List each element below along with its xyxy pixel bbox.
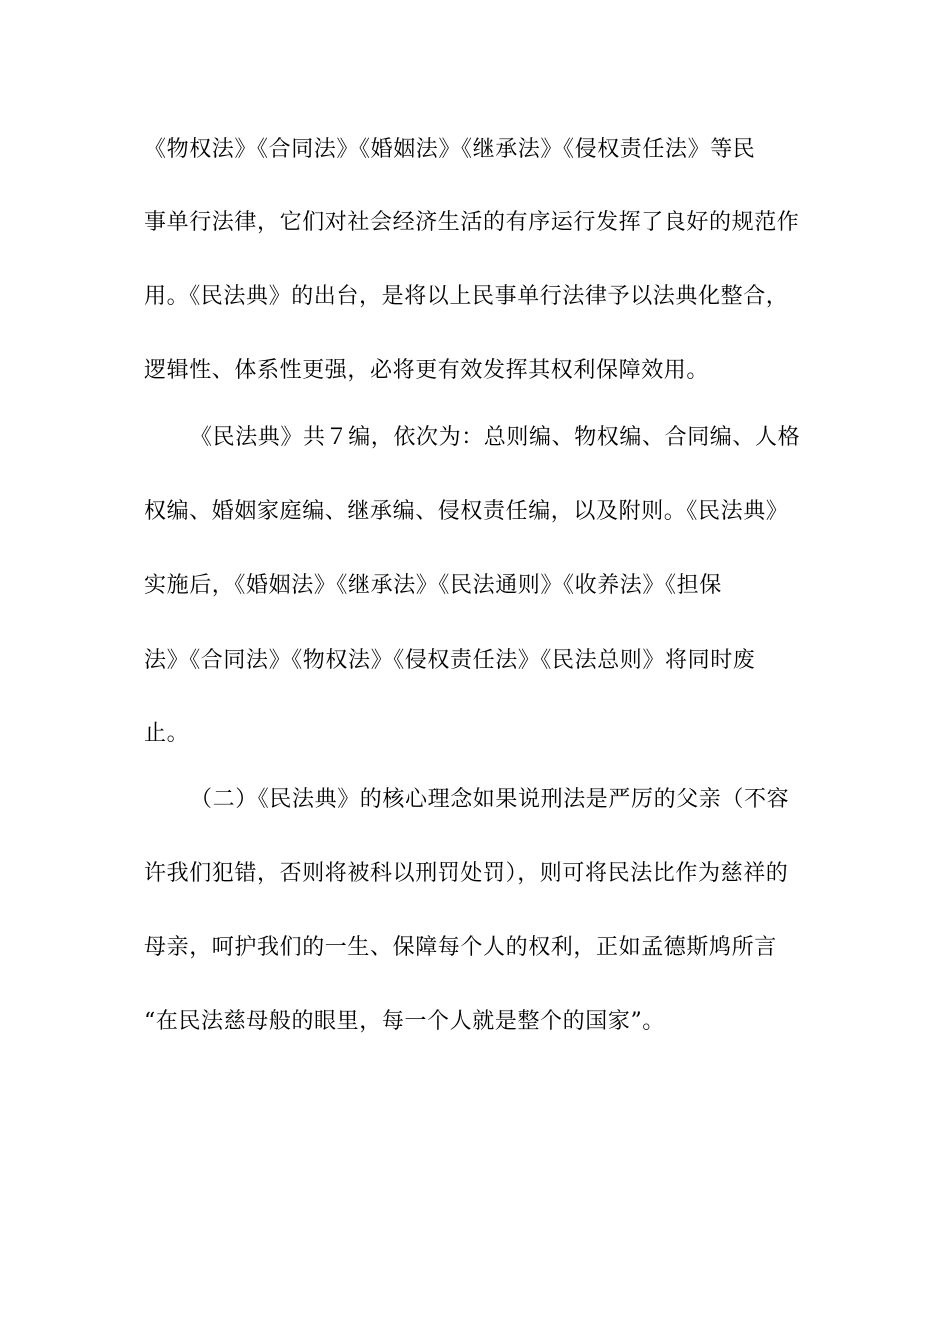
paragraph-3-line-2: 许我们犯错，否则将被科以刑罚处罚），则可将民法比作为慈祥的 <box>144 861 789 886</box>
paragraph-3-line-4: “在民法慈母般的眼里，每一个人就是整个的国家”。 <box>144 1009 665 1034</box>
paragraph-3-line-3: 母亲，呵护我们的一生、保障每个人的权利，正如孟德斯鸠所言 <box>144 935 777 960</box>
paragraph-2-line-4: 法》《合同法》《物权法》《侵权责任法》《民法总则》将同时废 <box>144 648 756 673</box>
paragraph-2-line-1: 《民法典》共７编，依次为：总则编、物权编、合同编、人格 <box>190 425 801 450</box>
paragraph-1-line-1: 《物权法》《合同法》《婚姻法》《继承法》《侵权责任法》等民 <box>144 137 756 162</box>
paragraph-1-line-2: 事单行法律，它们对社会经济生活的有序运行发挥了良好的规范作 <box>144 210 800 235</box>
paragraph-2-line-3: 实施后，《婚姻法》《继承法》《民法通则》《收养法》《担保 <box>144 573 722 598</box>
paragraph-2-line-2: 权编、婚姻家庭编、继承编、侵权责任编，以及附则。《民法典》 <box>144 499 789 524</box>
paragraph-2-line-5: 止。 <box>144 721 190 746</box>
paragraph-1-line-3: 用。《民法典》的出台，是将以上民事单行法律予以法典化整合， <box>144 284 789 309</box>
paragraph-1-line-4: 逻辑性、体系性更强，必将更有效发挥其权利保障效用。 <box>144 358 710 383</box>
paragraph-3-line-1: （二）《民法典》的核心理念如果说刑法是严厉的父亲（不容 <box>190 787 790 812</box>
